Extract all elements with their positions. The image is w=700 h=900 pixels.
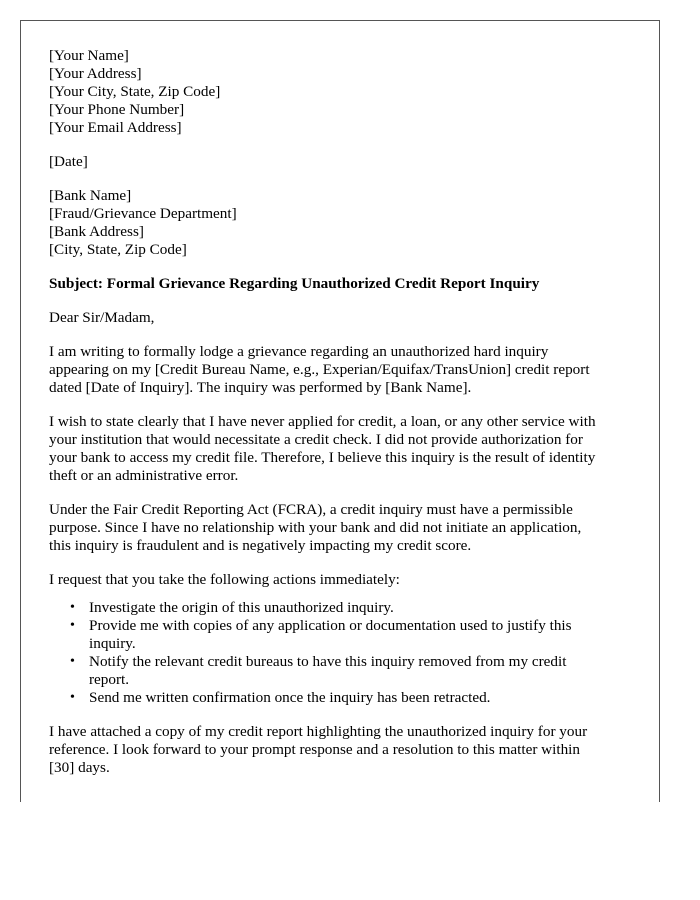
sender-name: [Your Name]	[49, 47, 129, 64]
recipient-bank-name: [Bank Name]	[49, 187, 132, 204]
paragraph-line: your institution that would necessitate a credit check. I did not provide authorization for	[49, 431, 583, 448]
list-item	[70, 689, 639, 707]
bullet-icon: •	[70, 690, 75, 705]
letter-body	[49, 47, 639, 777]
paragraph-line: [30] days.	[49, 759, 110, 776]
paragraph-line: purpose. Since I have no relationship with your bank and did not initiate an application,	[49, 519, 582, 536]
body-paragraph	[49, 501, 639, 555]
paragraph-line: I wish to state clearly that I have never applied for credit, a loan, or any other service with	[49, 413, 596, 430]
action-list	[49, 599, 639, 707]
recipient-address: [Bank Address]	[49, 223, 144, 240]
subject-block	[49, 275, 639, 293]
list-item	[70, 599, 639, 617]
list-item	[70, 617, 639, 653]
paragraph-line: appearing on my [Credit Bureau Name, e.g., Experian/Equifax/TransUnion] credit report	[49, 361, 590, 378]
list-item-line: Investigate the origin of this unauthorized inquiry.	[89, 599, 394, 616]
paragraph-line: your bank to access my credit file. Therefore, I believe this inquiry is the result of identity	[49, 449, 596, 466]
body-paragraph	[49, 413, 639, 485]
recipient-department: [Fraud/Grievance Department]	[49, 205, 237, 222]
sender-email: [Your Email Address]	[49, 119, 182, 136]
paragraph-line: theft or an administrative error.	[49, 467, 239, 484]
paragraph-line: I am writing to formally lodge a grievance regarding an unauthorized hard inquiry	[49, 343, 549, 360]
sender-block	[49, 47, 639, 137]
body-paragraph	[49, 343, 639, 397]
list-item-line: Send me written confirmation once the inquiry has been retracted.	[89, 689, 491, 706]
recipient-city-state-zip: [City, State, Zip Code]	[49, 241, 187, 258]
salutation: Dear Sir/Madam,	[49, 309, 155, 326]
list-item-line: report.	[89, 671, 130, 688]
paragraph-line: I request that you take the following actions immediately:	[49, 571, 400, 588]
bullet-icon: •	[70, 600, 75, 615]
body-paragraph	[49, 571, 639, 589]
list-item-line: Provide me with copies of any application or documentation used to justify this	[89, 617, 572, 634]
sender-address: [Your Address]	[49, 65, 142, 82]
paragraph-line: this inquiry is fraudulent and is negatively impacting my credit score.	[49, 537, 472, 554]
bullet-icon: •	[70, 654, 75, 669]
paragraph-line: I have attached a copy of my credit report highlighting the unauthorized inquiry for your	[49, 723, 588, 740]
list-item-line: Notify the relevant credit bureaus to have this inquiry removed from my credit	[89, 653, 567, 670]
sender-city-state-zip: [Your City, State, Zip Code]	[49, 83, 221, 100]
closing-paragraph	[49, 723, 639, 777]
paragraph-line: Under the Fair Credit Reporting Act (FCRA), a credit inquiry must have a permissible	[49, 501, 573, 518]
list-item-line: inquiry.	[89, 635, 136, 652]
list-item	[70, 653, 639, 689]
paragraph-line: dated [Date of Inquiry]. The inquiry was performed by [Bank Name].	[49, 379, 472, 396]
salutation-block	[49, 309, 639, 327]
sender-phone: [Your Phone Number]	[49, 101, 185, 118]
letter-date: [Date]	[49, 153, 88, 170]
subject-line: Subject: Formal Grievance Regarding Unauthorized Credit Report Inquiry	[49, 275, 540, 292]
bullet-icon: •	[70, 618, 75, 633]
recipient-block	[49, 187, 639, 259]
paragraph-line: reference. I look forward to your prompt response and a resolution to this matter within	[49, 741, 580, 758]
date-block	[49, 153, 639, 171]
